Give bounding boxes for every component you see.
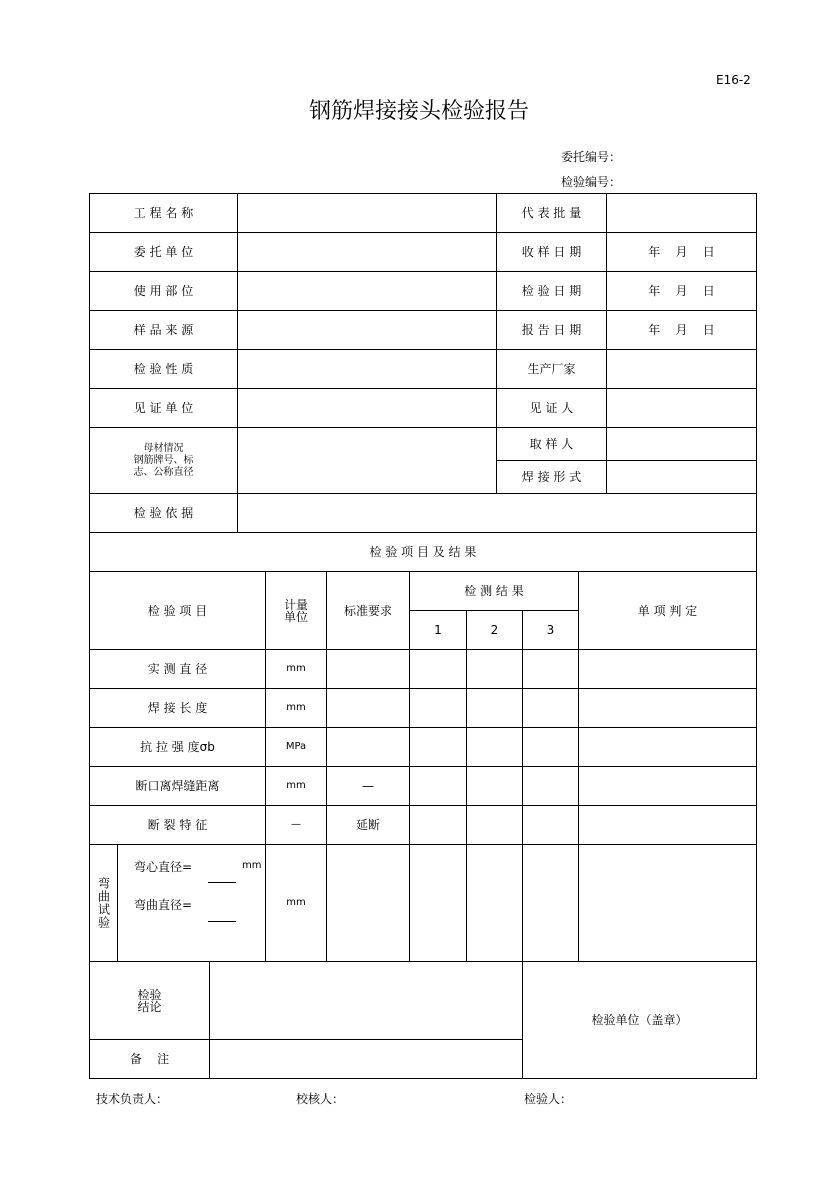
row-judge[interactable] — [578, 688, 757, 728]
label-nature — [89, 349, 238, 389]
row-item-text: 实 测 直 径 — [147, 662, 208, 676]
label-nature-text: 检 验 性 质 — [133, 362, 194, 376]
header-col-2 — [466, 610, 523, 650]
field-witness_unit[interactable] — [237, 388, 497, 428]
row-standard-text: 延断 — [355, 818, 380, 832]
row-result-1[interactable] — [409, 649, 467, 689]
row-unit-text: mm — [286, 780, 306, 791]
row-result-2[interactable] — [466, 766, 523, 806]
label-receive_date — [496, 232, 607, 272]
bend-core-label: 弯心直径= — [134, 860, 193, 874]
header-item-text: 检 验 项 目 — [147, 603, 208, 618]
tech-lead-label: 技术负责人： — [96, 1092, 169, 1106]
row-item-text: 断口离焊缝距离 — [135, 779, 220, 793]
row-judge[interactable] — [578, 649, 757, 689]
field-sampler[interactable] — [606, 427, 757, 461]
row-result-3[interactable] — [522, 766, 579, 806]
row-result-3[interactable] — [522, 727, 579, 767]
label-witness_unit-text: 见 证 单 位 — [133, 401, 194, 415]
row-result-1[interactable] — [409, 688, 467, 728]
row-result-1[interactable] — [409, 727, 467, 767]
row-unit-text: mm — [286, 702, 306, 713]
label-use_part-text: 使 用 部 位 — [133, 284, 194, 298]
field-inspect_date[interactable] — [606, 271, 757, 311]
label-sample_source — [89, 310, 238, 350]
label-manufacturer — [496, 349, 607, 389]
page-title: 钢筋焊接接头检验报告 — [308, 99, 529, 124]
label-base-material-text: 母材情况 钢筋牌号、标 志、公称直径 — [133, 442, 194, 478]
label-client-text: 委 托 单 位 — [133, 245, 194, 259]
label-base-material — [89, 427, 238, 494]
header-unit — [265, 571, 327, 650]
row-standard — [326, 727, 410, 767]
row-result-3[interactable] — [522, 805, 579, 845]
label-batch-text: 代 表 批 量 — [521, 206, 582, 220]
bend-core-unit: mm — [242, 860, 262, 871]
field-base-material[interactable] — [237, 427, 497, 494]
row-item — [89, 805, 266, 845]
remarks-label — [89, 1039, 210, 1079]
header-col-3-text: 3 — [546, 623, 555, 637]
label-manufacturer-text: 生产厂家 — [527, 362, 576, 376]
bend-result-3[interactable] — [522, 844, 579, 962]
entrust-number-label: 委托编号： — [561, 150, 622, 164]
row-item — [89, 766, 266, 806]
row-standard-text: — — [362, 779, 374, 793]
row-result-2[interactable] — [466, 727, 523, 767]
bend-diameter-blank — [208, 921, 236, 922]
row-result-1[interactable] — [409, 766, 467, 806]
row-item-text: 焊 接 长 度 — [147, 701, 208, 715]
row-standard — [326, 688, 410, 728]
header-standard — [326, 571, 410, 650]
bend-result-2[interactable] — [466, 844, 523, 962]
row-unit-text: — — [291, 819, 301, 830]
reviewer-label: 校核人： — [296, 1092, 345, 1106]
label-project_name-text: 工 程 名 称 — [133, 206, 194, 220]
row-unit — [265, 766, 327, 806]
row-unit-text: MPa — [285, 741, 307, 752]
label-witness — [496, 388, 607, 428]
row-item-text: 断 裂 特 征 — [147, 818, 208, 832]
row-standard — [326, 805, 410, 845]
inspector-label: 检验人： — [524, 1092, 573, 1106]
label-weld-type-text: 焊 接 形 式 — [521, 470, 582, 484]
bend-result-1[interactable] — [409, 844, 467, 962]
header-col-2-text: 2 — [490, 623, 499, 637]
header-col-1-text: 1 — [434, 623, 442, 637]
remarks-label-text: 备 注 — [129, 1052, 170, 1066]
field-client[interactable] — [237, 232, 497, 272]
row-standard — [326, 649, 410, 689]
label-basis — [89, 493, 238, 533]
header-judge — [578, 571, 757, 650]
row-result-1[interactable] — [409, 805, 467, 845]
field-use_part[interactable] — [237, 271, 497, 311]
bend-core-blank — [208, 882, 236, 883]
label-sample_source-text: 样 品 来 源 — [133, 323, 194, 337]
label-receive_date-text: 收 样 日 期 — [521, 245, 582, 259]
field-manufacturer[interactable] — [606, 349, 757, 389]
field-report_date-text: 年 月 日 — [648, 323, 715, 337]
conclusion-label — [89, 961, 210, 1040]
header-standard-text: 标准要求 — [343, 603, 392, 618]
label-report_date — [496, 310, 607, 350]
row-result-3[interactable] — [522, 688, 579, 728]
row-judge[interactable] — [578, 805, 757, 845]
field-weld-type[interactable] — [606, 460, 757, 494]
label-inspect_date — [496, 271, 607, 311]
field-witness[interactable] — [606, 388, 757, 428]
form-code: E16-2 — [716, 73, 751, 87]
header-result — [409, 571, 579, 611]
row-result-2[interactable] — [466, 688, 523, 728]
header-item — [89, 571, 266, 650]
label-project_name — [89, 193, 238, 233]
row-item — [89, 727, 266, 767]
label-batch — [496, 193, 607, 233]
bend-judge[interactable] — [578, 844, 757, 962]
label-use_part — [89, 271, 238, 311]
header-result-text: 检 测 结 果 — [464, 584, 524, 598]
results-section-title — [89, 532, 757, 572]
field-receive_date[interactable] — [606, 232, 757, 272]
row-unit — [265, 688, 327, 728]
label-client — [89, 232, 238, 272]
bend-standard[interactable] — [326, 844, 410, 962]
row-result-2[interactable] — [466, 805, 523, 845]
field-nature[interactable] — [237, 349, 497, 389]
row-result-3[interactable] — [522, 649, 579, 689]
field-receive_date-text: 年 月 日 — [648, 245, 715, 259]
field-inspect_date-text: 年 月 日 — [648, 284, 715, 298]
header-col-3 — [522, 610, 579, 650]
bend-test-label-text: 弯曲试验 — [96, 877, 111, 929]
bend-diameter-label: 弯曲直径= — [134, 898, 193, 912]
row-unit-text: mm — [286, 663, 306, 674]
header-judge-text: 单 项 判 定 — [637, 603, 698, 618]
row-unit — [265, 805, 327, 845]
inspection-number-label: 检验编号： — [561, 175, 622, 189]
label-basis-text: 检 验 依 据 — [133, 506, 194, 520]
label-witness-text: 见 证 人 — [529, 401, 574, 415]
field-batch[interactable] — [606, 193, 757, 233]
label-sampler — [496, 427, 607, 461]
field-basis[interactable] — [237, 493, 757, 533]
label-witness_unit — [89, 388, 238, 428]
label-inspect_date-text: 检 验 日 期 — [521, 284, 582, 298]
header-unit-text: 计量 单位 — [283, 597, 308, 624]
row-item-text: 抗 拉 强 度σb — [140, 740, 215, 754]
row-standard — [326, 766, 410, 806]
header-col-1 — [409, 610, 467, 650]
stamp-label-text: 检验单位（盖章） — [591, 1013, 688, 1027]
field-report_date[interactable] — [606, 310, 757, 350]
row-unit — [265, 649, 327, 689]
label-weld-type — [496, 460, 607, 494]
label-sampler-text: 取 样 人 — [529, 437, 574, 451]
label-report_date-text: 报 告 日 期 — [521, 323, 582, 337]
remarks-field[interactable] — [209, 1039, 523, 1079]
field-project_name[interactable] — [237, 193, 497, 233]
bend-unit-text: mm — [286, 897, 306, 908]
bend-test-label — [89, 844, 118, 962]
row-result-2[interactable] — [466, 649, 523, 689]
conclusion-field[interactable] — [209, 961, 523, 1040]
bend-unit — [265, 844, 327, 962]
stamp-label — [522, 961, 757, 1079]
row-judge[interactable] — [578, 766, 757, 806]
row-item — [89, 649, 266, 689]
row-item — [89, 688, 266, 728]
row-unit — [265, 727, 327, 767]
conclusion-label-text: 检验 结论 — [137, 987, 162, 1014]
results-section-title-text: 检 验 项 目 及 结 果 — [369, 545, 477, 559]
row-judge[interactable] — [578, 727, 757, 767]
field-sample_source[interactable] — [237, 310, 497, 350]
